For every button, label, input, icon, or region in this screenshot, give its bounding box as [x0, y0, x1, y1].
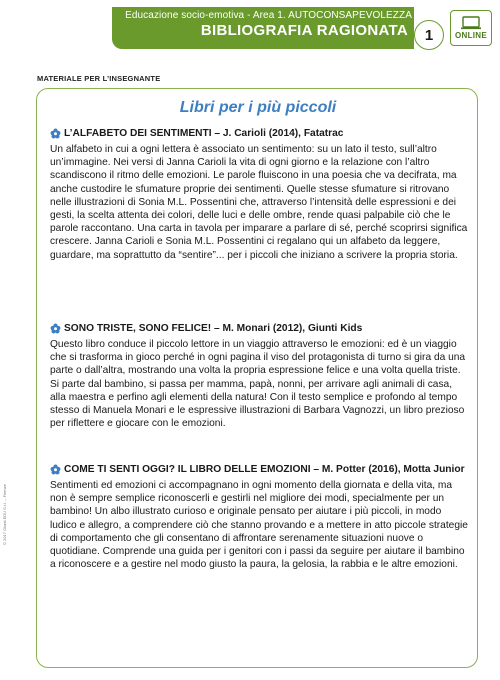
book-heading: SONO TRISTE, SONO FELICE! – M. Monari (2012), Giunti Kids	[64, 323, 363, 334]
monitor-icon	[460, 16, 482, 30]
unit-number-badge: 1	[414, 20, 444, 50]
flower-icon	[50, 323, 61, 334]
header-subtitle: Educazione socio-emotiva - Area 1. AUTOCONSAPEVOLEZZA	[125, 10, 412, 21]
book-entry-1	[50, 127, 468, 262]
book-heading: L’ALFABETO DEI SENTIMENTI – J. Carioli (2014), Fatatrac	[64, 128, 344, 139]
online-label: ONLINE	[454, 31, 488, 40]
online-button[interactable]	[450, 10, 492, 46]
book-heading: COME TI SENTI OGGI? IL LIBRO DELLE EMOZIONI – M. Potter (2016), Motta Junior	[64, 464, 465, 475]
page-header	[0, 0, 500, 62]
flower-icon	[50, 464, 61, 475]
bibliography-box	[36, 88, 478, 668]
copyright-note: © 2017 Giunti EDU S.r.l. – Firenze	[2, 484, 7, 545]
flower-icon	[50, 128, 61, 139]
book-entry-2	[50, 322, 468, 430]
book-entry-3	[50, 463, 468, 571]
box-title: Libri per i più piccoli	[179, 99, 337, 116]
header-title: BIBLIOGRAFIA RAGIONATA	[200, 22, 408, 39]
book-description: Sentimenti ed emozioni ci accompagnano in ogni momento della giornata e della vita, ma non è sempre semplice riconoscerli e gestirli nel migliore dei modi, specialmente per un bambino! Un albo illustrato curioso e originale pensato per aiutare i più piccoli, in modo ludico e allegro, a comprendere ciò che stanno provando e a mettere in atto piccole strategie di comportamento che gli consentano di affrontare serenamente situazioni nuove o quotidiane. Comprende una guida per i genitori con i passi da seguire per aiutare il bambino a riconoscere e a gestire nel modo giusto la paura, la gelosia, la rabbia e le altre emozioni.	[50, 480, 468, 571]
book-description: Questo libro conduce il piccolo lettore in un viaggio attraverso le emozioni: ed è un viaggio che si trasforma in gioco perché in ogni pagina il viso del protagonista di turno si gira da una parte o dall’altra, mostrando una volta la propria espressione felice e una volta quella triste. Si parte dal bambino, si passa per mamma, papà, nonni, per arrivare agli animali di casa, alla maestra e perfino agli elementi della natura! Con il testo semplice e profondo al tempo stesso di Manuela Monari e le espressive illustrazioni di Barbara Vagnozzi, un libro prezioso per riflettere e giocare con le emozioni.	[50, 339, 466, 430]
book-description: Un alfabeto in cui a ogni lettera è associato un sentimento: su un lato il testo, sull’altro un’immagine. Nei versi di Janna Carioli la vita di ogni giorno e la relazione con l’altro scandiscono il ritmo delle emozioni. Le parole fluiscono in una poesia che va decifrata, ma anche custodire le sfumature proprie dei sentimenti. Quelle stesse sfumature si ritrovano nelle illustrazioni di Sonia M.L. Possentini che, attraverso l’intensità delle espressioni e dei gesti, la scelta attenta dei colori, delle luci e delle ombre, rende quasi palpabile ciò che le parole raccontano. Una carta in tavola per imparare a parlare di sé, perché scoprirsi significa crescere. Janna Carioli e Sonia M.L. Possentini ci regalano qui un alfabeto da leggere, guardare, ma soprattutto da “sentire”... per i piccoli che iniziano a scrivere la propria storia.	[50, 144, 468, 261]
material-label: MATERIALE PER L’INSEGNANTE	[37, 74, 161, 83]
